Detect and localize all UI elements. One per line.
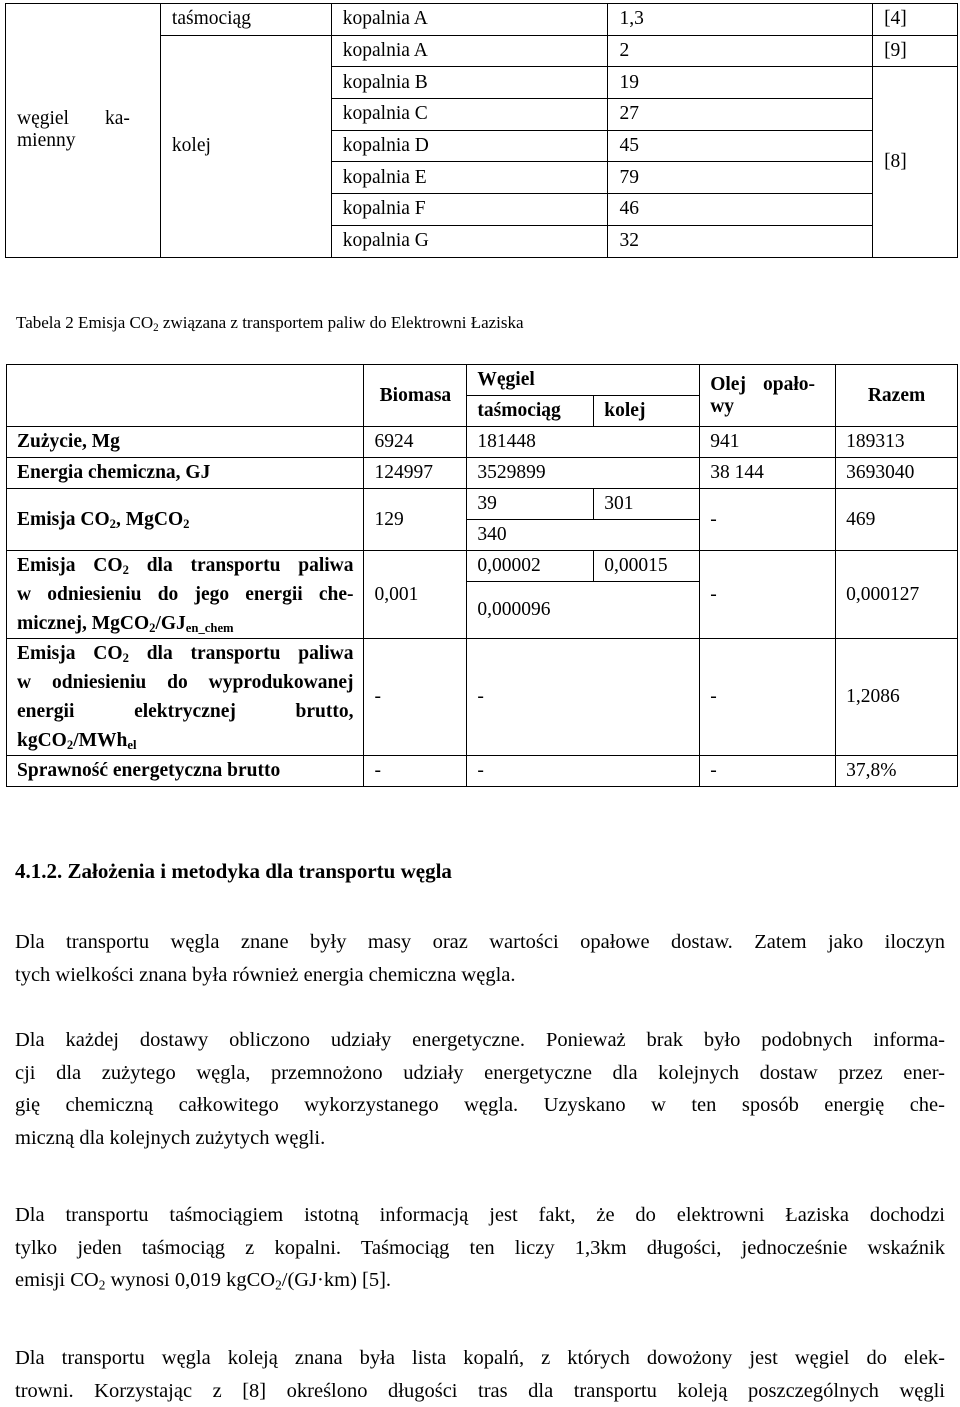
- label-sub: el: [127, 738, 136, 752]
- fuel-cell: [6, 4, 161, 258]
- value-cell: 79: [608, 162, 873, 194]
- transport-distance-table: [5, 3, 958, 258]
- paragraph-3: [15, 1199, 945, 1297]
- ref-cell: [8]: [873, 67, 958, 257]
- text-line: tylko jeden taśmociąg z kopalni. Taśmociąg ten liczy 1,3km długości, jednocześnie wskaźnik: [15, 1232, 945, 1265]
- cell-biomass: 129: [364, 489, 467, 551]
- cell-coal-sum: 340: [467, 520, 700, 551]
- cell-coal-sum: 0,000096: [467, 582, 700, 639]
- text-line: gię chemiczną całkowitego wykorzystanego węgla. Uzyskano w ten sposób energię che-: [15, 1089, 945, 1122]
- row-label-chemical-energy: Energia chemiczna, GJ: [7, 458, 364, 489]
- cell-total: 189313: [836, 427, 958, 458]
- header-oil-line1: Olej opało-: [710, 374, 835, 396]
- label-sub: en_chem: [186, 621, 234, 635]
- label-line: energii elektrycznej brutto,: [17, 697, 353, 726]
- cell-oil: -: [700, 756, 836, 787]
- text-sub: 2: [275, 1277, 282, 1292]
- header-oil-line2: wy: [710, 396, 835, 418]
- mine-cell: kopalnia E: [331, 162, 608, 194]
- paragraph-1: [15, 926, 945, 991]
- header-oil: [700, 365, 836, 427]
- header-coal: Węgiel: [467, 365, 700, 396]
- caption-text-end: związana z transportem paliw do Elektrowni Łaziska: [159, 313, 524, 332]
- value-cell: 1,3: [608, 4, 873, 36]
- cell-coal: 181448: [467, 427, 700, 458]
- label-sub: 2: [123, 563, 129, 577]
- label-part: dla transportu paliwa: [129, 555, 354, 576]
- label-part: Emisja CO: [17, 509, 110, 530]
- row-label-emission-energy: [7, 551, 364, 639]
- ref-cell: [4]: [873, 4, 958, 36]
- text-line: Dla transportu taśmociągiem istotną informacją jest fakt, że do elektrowni Łaziska dochodzi: [15, 1199, 945, 1232]
- cell-biomass: -: [364, 756, 467, 787]
- cell-coal: -: [467, 639, 700, 756]
- cell-oil: 941: [700, 427, 836, 458]
- label-part: kgCO: [17, 730, 67, 751]
- cell-coal: 3529899: [467, 458, 700, 489]
- cell-biomass: -: [364, 639, 467, 756]
- cell-biomass: 124997: [364, 458, 467, 489]
- text-line: cji dla zużytego węgla, przemnożono udziały energetyczne dla kolejnych dostaw przez ener-: [15, 1057, 945, 1090]
- value-cell: 2: [608, 35, 873, 67]
- label-part: /MWh: [73, 730, 127, 751]
- cell-biomass: 6924: [364, 427, 467, 458]
- text-line: Dla transportu węgla znane były masy oraz wartości opałowe dostaw. Zatem jako iloczyn: [15, 926, 945, 959]
- mine-cell: kopalnia A: [331, 4, 608, 36]
- caption-text: Tabela 2 Emisja CO: [16, 313, 153, 332]
- cell-rail: 0,00015: [594, 551, 700, 582]
- row-label-efficiency: Sprawność energetyczna brutto: [7, 756, 364, 787]
- label-sub: 2: [183, 517, 189, 531]
- cell-total: 1,2086: [836, 639, 958, 756]
- cell-oil: 38 144: [700, 458, 836, 489]
- cell-rail: 301: [594, 489, 700, 520]
- mine-cell: kopalnia F: [331, 194, 608, 226]
- value-cell: 19: [608, 67, 873, 99]
- label-part: Emisja CO: [17, 643, 123, 664]
- text-line: Dla transportu węgla koleją znana była lista kopalń, z których dowożony jest węgiel do elek-: [15, 1342, 945, 1375]
- header-rail: kolej: [594, 396, 700, 427]
- cell-belt: 39: [467, 489, 594, 520]
- mine-cell: kopalnia D: [331, 130, 608, 162]
- label-part: , MgCO: [116, 509, 183, 530]
- table-caption: [16, 313, 524, 333]
- cell-total: 37,8%: [836, 756, 958, 787]
- label-sub: 2: [149, 621, 155, 635]
- cell-oil: -: [700, 551, 836, 639]
- label-part: micznej, MgCO: [17, 613, 149, 634]
- header-belt: taśmociąg: [467, 396, 594, 427]
- row-label-consumption: Zużycie, Mg: [7, 427, 364, 458]
- cell-oil: -: [700, 489, 836, 551]
- label-line: w odniesieniu do jego energii che-: [17, 580, 353, 609]
- fuel-label-line1: węgiel ka-: [17, 108, 130, 130]
- label-sub: 2: [110, 517, 116, 531]
- header-biomass: Biomasa: [364, 365, 467, 427]
- text-sub: 2: [99, 1277, 106, 1292]
- text-line: miczną dla kolejnych zużytych węgli.: [15, 1122, 945, 1155]
- text-line: [15, 1264, 945, 1297]
- paragraph-4: [15, 1342, 945, 1407]
- text-part: emisji CO: [15, 1269, 99, 1291]
- fuel-label-line2: mienny: [17, 130, 130, 152]
- text-line: tych wielkości znana była również energia chemiczna węgla.: [15, 959, 945, 992]
- label-line: w odniesieniu do wyprodukowanej: [17, 668, 353, 697]
- mine-cell: kopalnia G: [331, 225, 608, 257]
- cell-biomass: 0,001: [364, 551, 467, 639]
- text-line: trowni. Korzystając z [8] określono długości tras dla transportu koleją poszczególnych węgli: [15, 1375, 945, 1407]
- value-cell: 27: [608, 99, 873, 131]
- header-total: Razem: [836, 365, 958, 427]
- cell-total: 3693040: [836, 458, 958, 489]
- section-heading: 4.1.2. Założenia i metodyka dla transportu węgla: [15, 859, 452, 884]
- value-cell: 46: [608, 194, 873, 226]
- cell-belt: 0,00002: [467, 551, 594, 582]
- paragraph-2: [15, 1024, 945, 1154]
- label-part: /GJ: [155, 613, 185, 634]
- cell-total: 0,000127: [836, 551, 958, 639]
- cell-coal: -: [467, 756, 700, 787]
- transport-belt-cell: taśmociąg: [160, 4, 331, 36]
- mine-cell: kopalnia C: [331, 99, 608, 131]
- row-label-emission-electric: [7, 639, 364, 756]
- header-empty: [7, 365, 364, 427]
- value-cell: 45: [608, 130, 873, 162]
- mine-cell: kopalnia A: [331, 35, 608, 67]
- text-part: /(GJ·km) [5].: [282, 1269, 391, 1291]
- row-label-emission: [7, 489, 364, 551]
- text-line: Dla każdej dostawy obliczono udziały energetyczne. Ponieważ brak było podobnych informa-: [15, 1024, 945, 1057]
- cell-total: 469: [836, 489, 958, 551]
- value-cell: 32: [608, 225, 873, 257]
- label-part: dla transportu paliwa: [129, 643, 354, 664]
- co2-emission-table: [6, 364, 958, 787]
- transport-rail-cell: kolej: [160, 35, 331, 257]
- label-part: Emisja CO: [17, 555, 123, 576]
- mine-cell: kopalnia B: [331, 67, 608, 99]
- caption-sub: 2: [153, 322, 159, 334]
- label-sub: 2: [67, 738, 73, 752]
- cell-oil: -: [700, 639, 836, 756]
- label-sub: 2: [123, 651, 129, 665]
- text-part: wynosi 0,019 kgCO: [105, 1269, 275, 1291]
- ref-cell: [9]: [873, 35, 958, 67]
